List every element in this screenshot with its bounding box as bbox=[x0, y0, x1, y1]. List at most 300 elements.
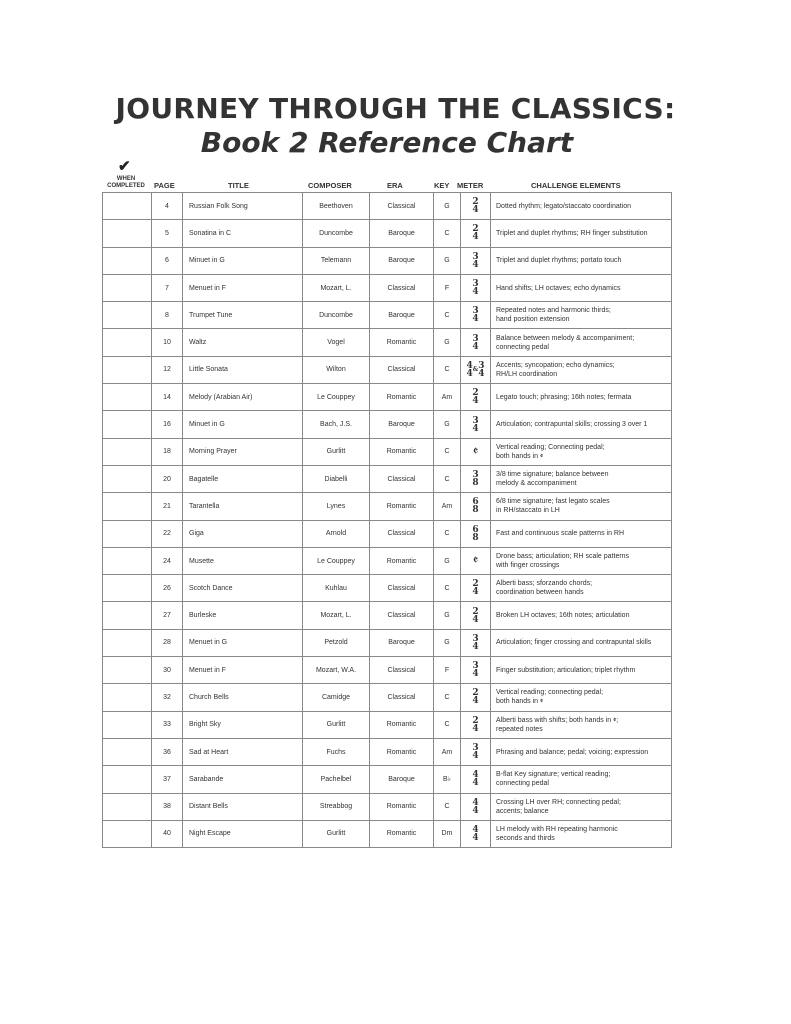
meter-fraction: 3 4 bbox=[472, 251, 479, 270]
era-cell: Baroque bbox=[370, 766, 434, 793]
time-signature bbox=[472, 498, 478, 514]
meter-fraction: 3 4 bbox=[472, 633, 479, 652]
time-signature bbox=[472, 443, 479, 458]
table-row bbox=[103, 465, 672, 492]
table-row bbox=[103, 793, 672, 820]
meter-cell bbox=[461, 711, 491, 738]
page-cell: 4 bbox=[152, 193, 183, 220]
meter-fraction: 2 4 bbox=[472, 715, 479, 734]
title-cell: Scotch Dance bbox=[183, 575, 303, 602]
era-cell: Romantic bbox=[370, 547, 434, 574]
key-cell: Am bbox=[434, 493, 461, 520]
challenge-line: Triplet and duplet rhythms; portato touch bbox=[496, 257, 622, 265]
challenge-line: in RH/staccato in LH bbox=[496, 507, 560, 515]
completed-checkbox-cell[interactable] bbox=[103, 438, 152, 465]
challenge-line: coordination between hands bbox=[496, 589, 584, 597]
meter-cell bbox=[461, 302, 491, 329]
composer-cell: Beethoven bbox=[303, 193, 370, 220]
challenge-line: Alberti bass; sforzando chords; bbox=[496, 580, 593, 588]
challenge-cell bbox=[491, 220, 672, 247]
time-signature bbox=[472, 689, 478, 705]
completed-checkbox-cell[interactable] bbox=[103, 274, 152, 301]
challenge-line: Articulation; contrapuntal skills; crossing 3 over 1 bbox=[496, 421, 648, 429]
composer-cell: Pachelbel bbox=[303, 766, 370, 793]
completed-checkbox-cell[interactable] bbox=[103, 220, 152, 247]
challenge-cell bbox=[491, 274, 672, 301]
title-cell: Church Bells bbox=[183, 684, 303, 711]
challenge-line: connecting pedal bbox=[496, 343, 549, 351]
header-when-completed: WHEN COMPLETED bbox=[107, 176, 145, 189]
challenge-cell bbox=[491, 384, 672, 411]
meter-cell bbox=[461, 356, 491, 383]
era-cell: Romantic bbox=[370, 711, 434, 738]
composer-cell: Telemann bbox=[303, 247, 370, 274]
page-cell: 38 bbox=[152, 793, 183, 820]
header-composer: COMPOSER bbox=[308, 181, 352, 190]
composer-cell: Diabelli bbox=[303, 465, 370, 492]
composer-cell: Bach, J.S. bbox=[303, 411, 370, 438]
challenge-cell bbox=[491, 711, 672, 738]
table-row bbox=[103, 274, 672, 301]
challenge-cell bbox=[491, 520, 672, 547]
key-cell: C bbox=[434, 302, 461, 329]
page-cell: 8 bbox=[152, 302, 183, 329]
title-cell: Minuet in G bbox=[183, 247, 303, 274]
challenge-line: with finger crossings bbox=[496, 562, 560, 569]
era-cell: Classical bbox=[370, 193, 434, 220]
time-signature bbox=[472, 771, 478, 787]
table-row bbox=[103, 329, 672, 356]
meter-cell bbox=[461, 575, 491, 602]
header-page: PAGE bbox=[154, 181, 175, 190]
key-cell: G bbox=[434, 547, 461, 574]
page-cell: 40 bbox=[152, 820, 183, 847]
completed-checkbox-cell[interactable] bbox=[103, 193, 152, 220]
challenge-line: repeated notes bbox=[496, 725, 543, 733]
meter-fraction: 4 4 bbox=[472, 770, 479, 789]
challenge-cell bbox=[491, 602, 672, 629]
time-signature bbox=[472, 662, 478, 678]
key-cell: Am bbox=[434, 738, 461, 765]
meter-fraction: 3 4 bbox=[472, 333, 479, 352]
challenge-line: both hands in 𝄵 bbox=[496, 452, 544, 460]
title-cell: Musette bbox=[183, 547, 303, 574]
era-cell: Classical bbox=[370, 684, 434, 711]
meter-cell bbox=[461, 329, 491, 356]
completed-checkbox-cell[interactable] bbox=[103, 629, 152, 656]
completed-checkbox-cell[interactable] bbox=[103, 547, 152, 574]
key-cell: G bbox=[434, 329, 461, 356]
meter-ampersand: & bbox=[472, 365, 479, 373]
challenge-line: 3/8 time signature; balance between bbox=[496, 471, 609, 479]
time-signature bbox=[472, 717, 478, 733]
challenge-line: Repeated notes and harmonic thirds; bbox=[496, 307, 611, 315]
completed-checkbox-cell[interactable] bbox=[103, 356, 152, 383]
title-cell: Little Sonata bbox=[183, 356, 303, 383]
page-cell: 22 bbox=[152, 520, 183, 547]
challenge-line: connecting pedal bbox=[496, 780, 549, 788]
completed-checkbox-cell[interactable] bbox=[103, 247, 152, 274]
title-cell: Distant Bells bbox=[183, 793, 303, 820]
table-row bbox=[103, 247, 672, 274]
challenge-line: Balance between melody & accompaniment; bbox=[496, 334, 635, 342]
completed-checkbox-cell[interactable] bbox=[103, 684, 152, 711]
meter-cell bbox=[461, 766, 491, 793]
era-cell: Romantic bbox=[370, 493, 434, 520]
completed-checkbox-cell[interactable] bbox=[103, 384, 152, 411]
title-cell: Menuet in G bbox=[183, 629, 303, 656]
meter-fraction: 3 4 bbox=[472, 306, 479, 325]
time-signature bbox=[472, 635, 478, 651]
meter-cell bbox=[461, 520, 491, 547]
composer-cell: Gurlitt bbox=[303, 438, 370, 465]
composer-cell: Gurlitt bbox=[303, 711, 370, 738]
time-signature bbox=[472, 280, 478, 296]
table-row bbox=[103, 602, 672, 629]
challenge-line: Vertical reading; connecting pedal; bbox=[496, 689, 604, 697]
title-cell: Russian Folk Song bbox=[183, 193, 303, 220]
key-cell: Am bbox=[434, 384, 461, 411]
chart-title-line1: JOURNEY THROUGH THE CLASSICS: bbox=[115, 92, 676, 125]
meter-fraction: 2 4 bbox=[472, 197, 479, 216]
table-row bbox=[103, 520, 672, 547]
challenge-cell bbox=[491, 193, 672, 220]
reference-chart-table bbox=[102, 192, 672, 848]
challenge-line: RH/LH coordination bbox=[496, 370, 558, 378]
challenge-cell bbox=[491, 411, 672, 438]
table-row bbox=[103, 493, 672, 520]
meter-fraction: 3 4 bbox=[472, 279, 479, 298]
challenge-line: melody & accompaniment bbox=[496, 480, 577, 488]
meter-cell bbox=[461, 820, 491, 847]
era-cell: Classical bbox=[370, 575, 434, 602]
era-cell: Classical bbox=[370, 356, 434, 383]
page-cell: 36 bbox=[152, 738, 183, 765]
era-cell: Classical bbox=[370, 602, 434, 629]
challenge-line: Broken LH octaves; 16th notes; articulation bbox=[496, 612, 630, 620]
header-challenge-elements: CHALLENGE ELEMENTS bbox=[531, 181, 621, 190]
title-cell: Bright Sky bbox=[183, 711, 303, 738]
era-cell: Baroque bbox=[370, 220, 434, 247]
page-cell: 32 bbox=[152, 684, 183, 711]
title-cell: Tarantella bbox=[183, 493, 303, 520]
chart-title-line2: Book 2 Reference Chart bbox=[200, 126, 574, 159]
page-cell: 12 bbox=[152, 356, 183, 383]
meter-cell bbox=[461, 629, 491, 656]
completed-checkbox-cell[interactable] bbox=[103, 575, 152, 602]
completed-checkbox-cell[interactable] bbox=[103, 766, 152, 793]
header-era: ERA bbox=[387, 181, 403, 190]
page-cell: 10 bbox=[152, 329, 183, 356]
time-signature bbox=[472, 389, 478, 405]
table-row bbox=[103, 438, 672, 465]
time-signature bbox=[472, 799, 478, 815]
composer-cell: Fuchs bbox=[303, 738, 370, 765]
meter-fraction: 2 4 bbox=[472, 579, 479, 598]
time-signature bbox=[472, 826, 478, 842]
page-cell: 30 bbox=[152, 657, 183, 684]
meter-fraction: 2 4 bbox=[472, 224, 479, 243]
meter-cell bbox=[461, 193, 491, 220]
composer-cell: Arnold bbox=[303, 520, 370, 547]
challenge-line: Dotted rhythm; legato/staccato coordination bbox=[496, 202, 632, 210]
completed-checkbox-cell[interactable] bbox=[103, 329, 152, 356]
challenge-cell bbox=[491, 329, 672, 356]
table-row bbox=[103, 384, 672, 411]
meter-cell bbox=[461, 684, 491, 711]
era-cell: Classical bbox=[370, 465, 434, 492]
challenge-line: Fast and continuous scale patterns in RH bbox=[496, 530, 625, 538]
challenge-cell bbox=[491, 629, 672, 656]
meter-fraction: 3 8 bbox=[472, 470, 479, 489]
page-cell: 18 bbox=[152, 438, 183, 465]
table-row bbox=[103, 302, 672, 329]
time-signature bbox=[472, 253, 478, 269]
challenge-line: hand position extension bbox=[496, 316, 570, 324]
era-cell: Classical bbox=[370, 274, 434, 301]
challenge-line: both hands in 𝄵 bbox=[496, 698, 544, 706]
key-cell: C bbox=[434, 575, 461, 602]
challenge-cell bbox=[491, 547, 672, 574]
composer-cell: Mozart, L. bbox=[303, 602, 370, 629]
era-cell: Romantic bbox=[370, 820, 434, 847]
table-row bbox=[103, 575, 672, 602]
completed-checkbox-cell[interactable] bbox=[103, 657, 152, 684]
challenge-line: Accents; syncopation; echo dynamics; bbox=[496, 361, 615, 369]
key-cell: F bbox=[434, 657, 461, 684]
page-cell: 6 bbox=[152, 247, 183, 274]
page-cell: 5 bbox=[152, 220, 183, 247]
meter-cell bbox=[461, 657, 491, 684]
meter-cell bbox=[461, 602, 491, 629]
composer-cell: Lynes bbox=[303, 493, 370, 520]
meter-cell bbox=[461, 411, 491, 438]
composer-cell: Vogel bbox=[303, 329, 370, 356]
challenge-line: Phrasing and balance; pedal; voicing; expression bbox=[496, 748, 649, 756]
challenge-line: Articulation; finger crossing and contrapuntal skills bbox=[496, 639, 652, 647]
era-cell: Romantic bbox=[370, 793, 434, 820]
title-cell: Sad at Heart bbox=[183, 738, 303, 765]
completed-checkbox-cell[interactable] bbox=[103, 465, 152, 492]
title-cell: Burleske bbox=[183, 602, 303, 629]
table-row bbox=[103, 657, 672, 684]
key-cell: C bbox=[434, 520, 461, 547]
completed-checkbox-cell[interactable] bbox=[103, 602, 152, 629]
page-cell: 7 bbox=[152, 274, 183, 301]
table-row bbox=[103, 629, 672, 656]
time-signature bbox=[472, 335, 478, 351]
checkmark-icon: ✔ bbox=[118, 158, 131, 175]
meter-fraction: 4 4 bbox=[472, 824, 479, 843]
meter-cell bbox=[461, 247, 491, 274]
table-row bbox=[103, 220, 672, 247]
challenge-line: Legato touch; phrasing; 16th notes; fermata bbox=[496, 393, 632, 401]
meter-fraction: 3 4 bbox=[472, 661, 479, 680]
page-cell: 33 bbox=[152, 711, 183, 738]
composer-cell: Wilton bbox=[303, 356, 370, 383]
composer-cell: Mozart, W.A. bbox=[303, 657, 370, 684]
key-cell: C bbox=[434, 684, 461, 711]
time-signature bbox=[472, 553, 479, 567]
composer-cell: Duncombe bbox=[303, 302, 370, 329]
challenge-line: Alberti bass with shifts; both hands in 𝄵; bbox=[496, 716, 619, 724]
challenge-cell bbox=[491, 247, 672, 274]
completed-checkbox-cell[interactable] bbox=[103, 302, 152, 329]
meter-fraction: 4 4 bbox=[472, 797, 479, 816]
challenge-cell bbox=[491, 657, 672, 684]
title-cell: Trumpet Tune bbox=[183, 302, 303, 329]
cut-time-icon: 𝄵 bbox=[472, 553, 479, 567]
table-row bbox=[103, 766, 672, 793]
completed-checkbox-cell[interactable] bbox=[103, 793, 152, 820]
table-row bbox=[103, 820, 672, 847]
title-cell: Night Escape bbox=[183, 820, 303, 847]
challenge-cell bbox=[491, 302, 672, 329]
meter-fraction: 4 4 bbox=[466, 360, 473, 379]
challenge-cell bbox=[491, 465, 672, 492]
time-signature bbox=[472, 608, 478, 624]
era-cell: Baroque bbox=[370, 629, 434, 656]
time-signature bbox=[472, 417, 478, 433]
meter-cell bbox=[461, 547, 491, 574]
header-title: TITLE bbox=[228, 181, 249, 190]
time-signature bbox=[472, 526, 478, 542]
composer-cell: Duncombe bbox=[303, 220, 370, 247]
era-cell: Baroque bbox=[370, 247, 434, 274]
time-signature bbox=[472, 744, 478, 760]
completed-checkbox-cell[interactable] bbox=[103, 520, 152, 547]
meter-fraction: 2 4 bbox=[472, 606, 479, 625]
completed-checkbox-cell[interactable] bbox=[103, 493, 152, 520]
completed-checkbox-cell[interactable] bbox=[103, 711, 152, 738]
page-cell: 20 bbox=[152, 465, 183, 492]
challenge-line: seconds and thirds bbox=[496, 834, 555, 842]
meter-cell bbox=[461, 384, 491, 411]
challenge-cell bbox=[491, 493, 672, 520]
title-cell: Menuet in F bbox=[183, 274, 303, 301]
challenge-cell bbox=[491, 356, 672, 383]
composer-cell: Mozart, L. bbox=[303, 274, 370, 301]
title-cell: Sarabande bbox=[183, 766, 303, 793]
meter-fraction: 6 8 bbox=[472, 497, 479, 516]
key-cell: G bbox=[434, 247, 461, 274]
meter-fraction: 3 4 bbox=[472, 743, 479, 762]
completed-checkbox-cell[interactable] bbox=[103, 820, 152, 847]
title-cell: Waltz bbox=[183, 329, 303, 356]
challenge-cell bbox=[491, 684, 672, 711]
composer-cell: Gurlitt bbox=[303, 820, 370, 847]
table-row bbox=[103, 711, 672, 738]
challenge-cell bbox=[491, 820, 672, 847]
title-cell: Giga bbox=[183, 520, 303, 547]
challenge-cell bbox=[491, 438, 672, 465]
page-cell: 27 bbox=[152, 602, 183, 629]
title-cell: Sonatina in C bbox=[183, 220, 303, 247]
meter-fraction: 6 8 bbox=[472, 524, 479, 543]
key-cell: C bbox=[434, 438, 461, 465]
completed-checkbox-cell[interactable] bbox=[103, 738, 152, 765]
meter-fraction: 3 4 bbox=[472, 415, 479, 434]
challenge-cell bbox=[491, 575, 672, 602]
challenge-line: Vertical reading; Connecting pedal; bbox=[496, 443, 605, 451]
era-cell: Classical bbox=[370, 520, 434, 547]
meter-fraction: 2 4 bbox=[472, 688, 479, 707]
era-cell: Romantic bbox=[370, 738, 434, 765]
page-cell: 16 bbox=[152, 411, 183, 438]
key-cell: B♭ bbox=[434, 766, 461, 793]
key-cell: G bbox=[434, 411, 461, 438]
page-cell: 24 bbox=[152, 547, 183, 574]
key-cell: C bbox=[434, 220, 461, 247]
composer-cell: Kuhlau bbox=[303, 575, 370, 602]
table-row bbox=[103, 738, 672, 765]
key-cell: G bbox=[434, 193, 461, 220]
page-cell: 37 bbox=[152, 766, 183, 793]
table-row bbox=[103, 356, 672, 383]
key-cell: C bbox=[434, 793, 461, 820]
title-cell: Menuet in F bbox=[183, 657, 303, 684]
table-row bbox=[103, 684, 672, 711]
key-cell: G bbox=[434, 602, 461, 629]
title-cell: Morning Prayer bbox=[183, 438, 303, 465]
time-signature bbox=[472, 580, 478, 596]
meter-fraction: 3 4 bbox=[478, 360, 485, 379]
era-cell: Classical bbox=[370, 657, 434, 684]
era-cell: Baroque bbox=[370, 411, 434, 438]
challenge-line: Drone bass; articulation; RH scale patterns bbox=[496, 553, 630, 560]
era-cell: Romantic bbox=[370, 329, 434, 356]
challenge-line: Finger substitution; articulation; triplet rhythm bbox=[496, 666, 636, 674]
key-cell: C bbox=[434, 356, 461, 383]
challenge-line: 6/8 time signature; fast legato scales bbox=[496, 498, 610, 506]
meter-cell bbox=[461, 493, 491, 520]
challenge-line: B-flat Key signature; vertical reading; bbox=[496, 771, 611, 779]
composer-cell: Le Couppey bbox=[303, 384, 370, 411]
meter-cell bbox=[461, 438, 491, 465]
meter-cell bbox=[461, 220, 491, 247]
composer-cell: Le Couppey bbox=[303, 547, 370, 574]
meter-cell bbox=[461, 738, 491, 765]
era-cell: Romantic bbox=[370, 438, 434, 465]
challenge-line: Hand shifts; LH octaves; echo dynamics bbox=[496, 284, 621, 292]
meter-fraction: 2 4 bbox=[472, 388, 479, 407]
title-cell: Bagatelle bbox=[183, 465, 303, 492]
key-cell: G bbox=[434, 629, 461, 656]
era-cell: Baroque bbox=[370, 302, 434, 329]
key-cell: C bbox=[434, 465, 461, 492]
challenge-line: Triplet and duplet rhythms; RH finger substitution bbox=[496, 229, 648, 237]
title-cell: Minuet in G bbox=[183, 411, 303, 438]
challenge-cell bbox=[491, 738, 672, 765]
time-signature bbox=[472, 471, 478, 487]
challenge-cell bbox=[491, 793, 672, 820]
meter-cell bbox=[461, 793, 491, 820]
completed-checkbox-cell[interactable] bbox=[103, 411, 152, 438]
table-row bbox=[103, 547, 672, 574]
page-cell: 28 bbox=[152, 629, 183, 656]
header-meter: METER bbox=[457, 181, 484, 190]
meter-cell bbox=[461, 274, 491, 301]
page-cell: 21 bbox=[152, 493, 183, 520]
key-cell: Dm bbox=[434, 820, 461, 847]
composer-cell: Petzold bbox=[303, 629, 370, 656]
challenge-cell bbox=[491, 766, 672, 793]
challenge-line: Crossing LH over RH; connecting pedal; bbox=[496, 798, 621, 806]
time-signature bbox=[467, 362, 485, 378]
table-row bbox=[103, 411, 672, 438]
table-row bbox=[103, 193, 672, 220]
challenge-line: accents; balance bbox=[496, 807, 549, 815]
